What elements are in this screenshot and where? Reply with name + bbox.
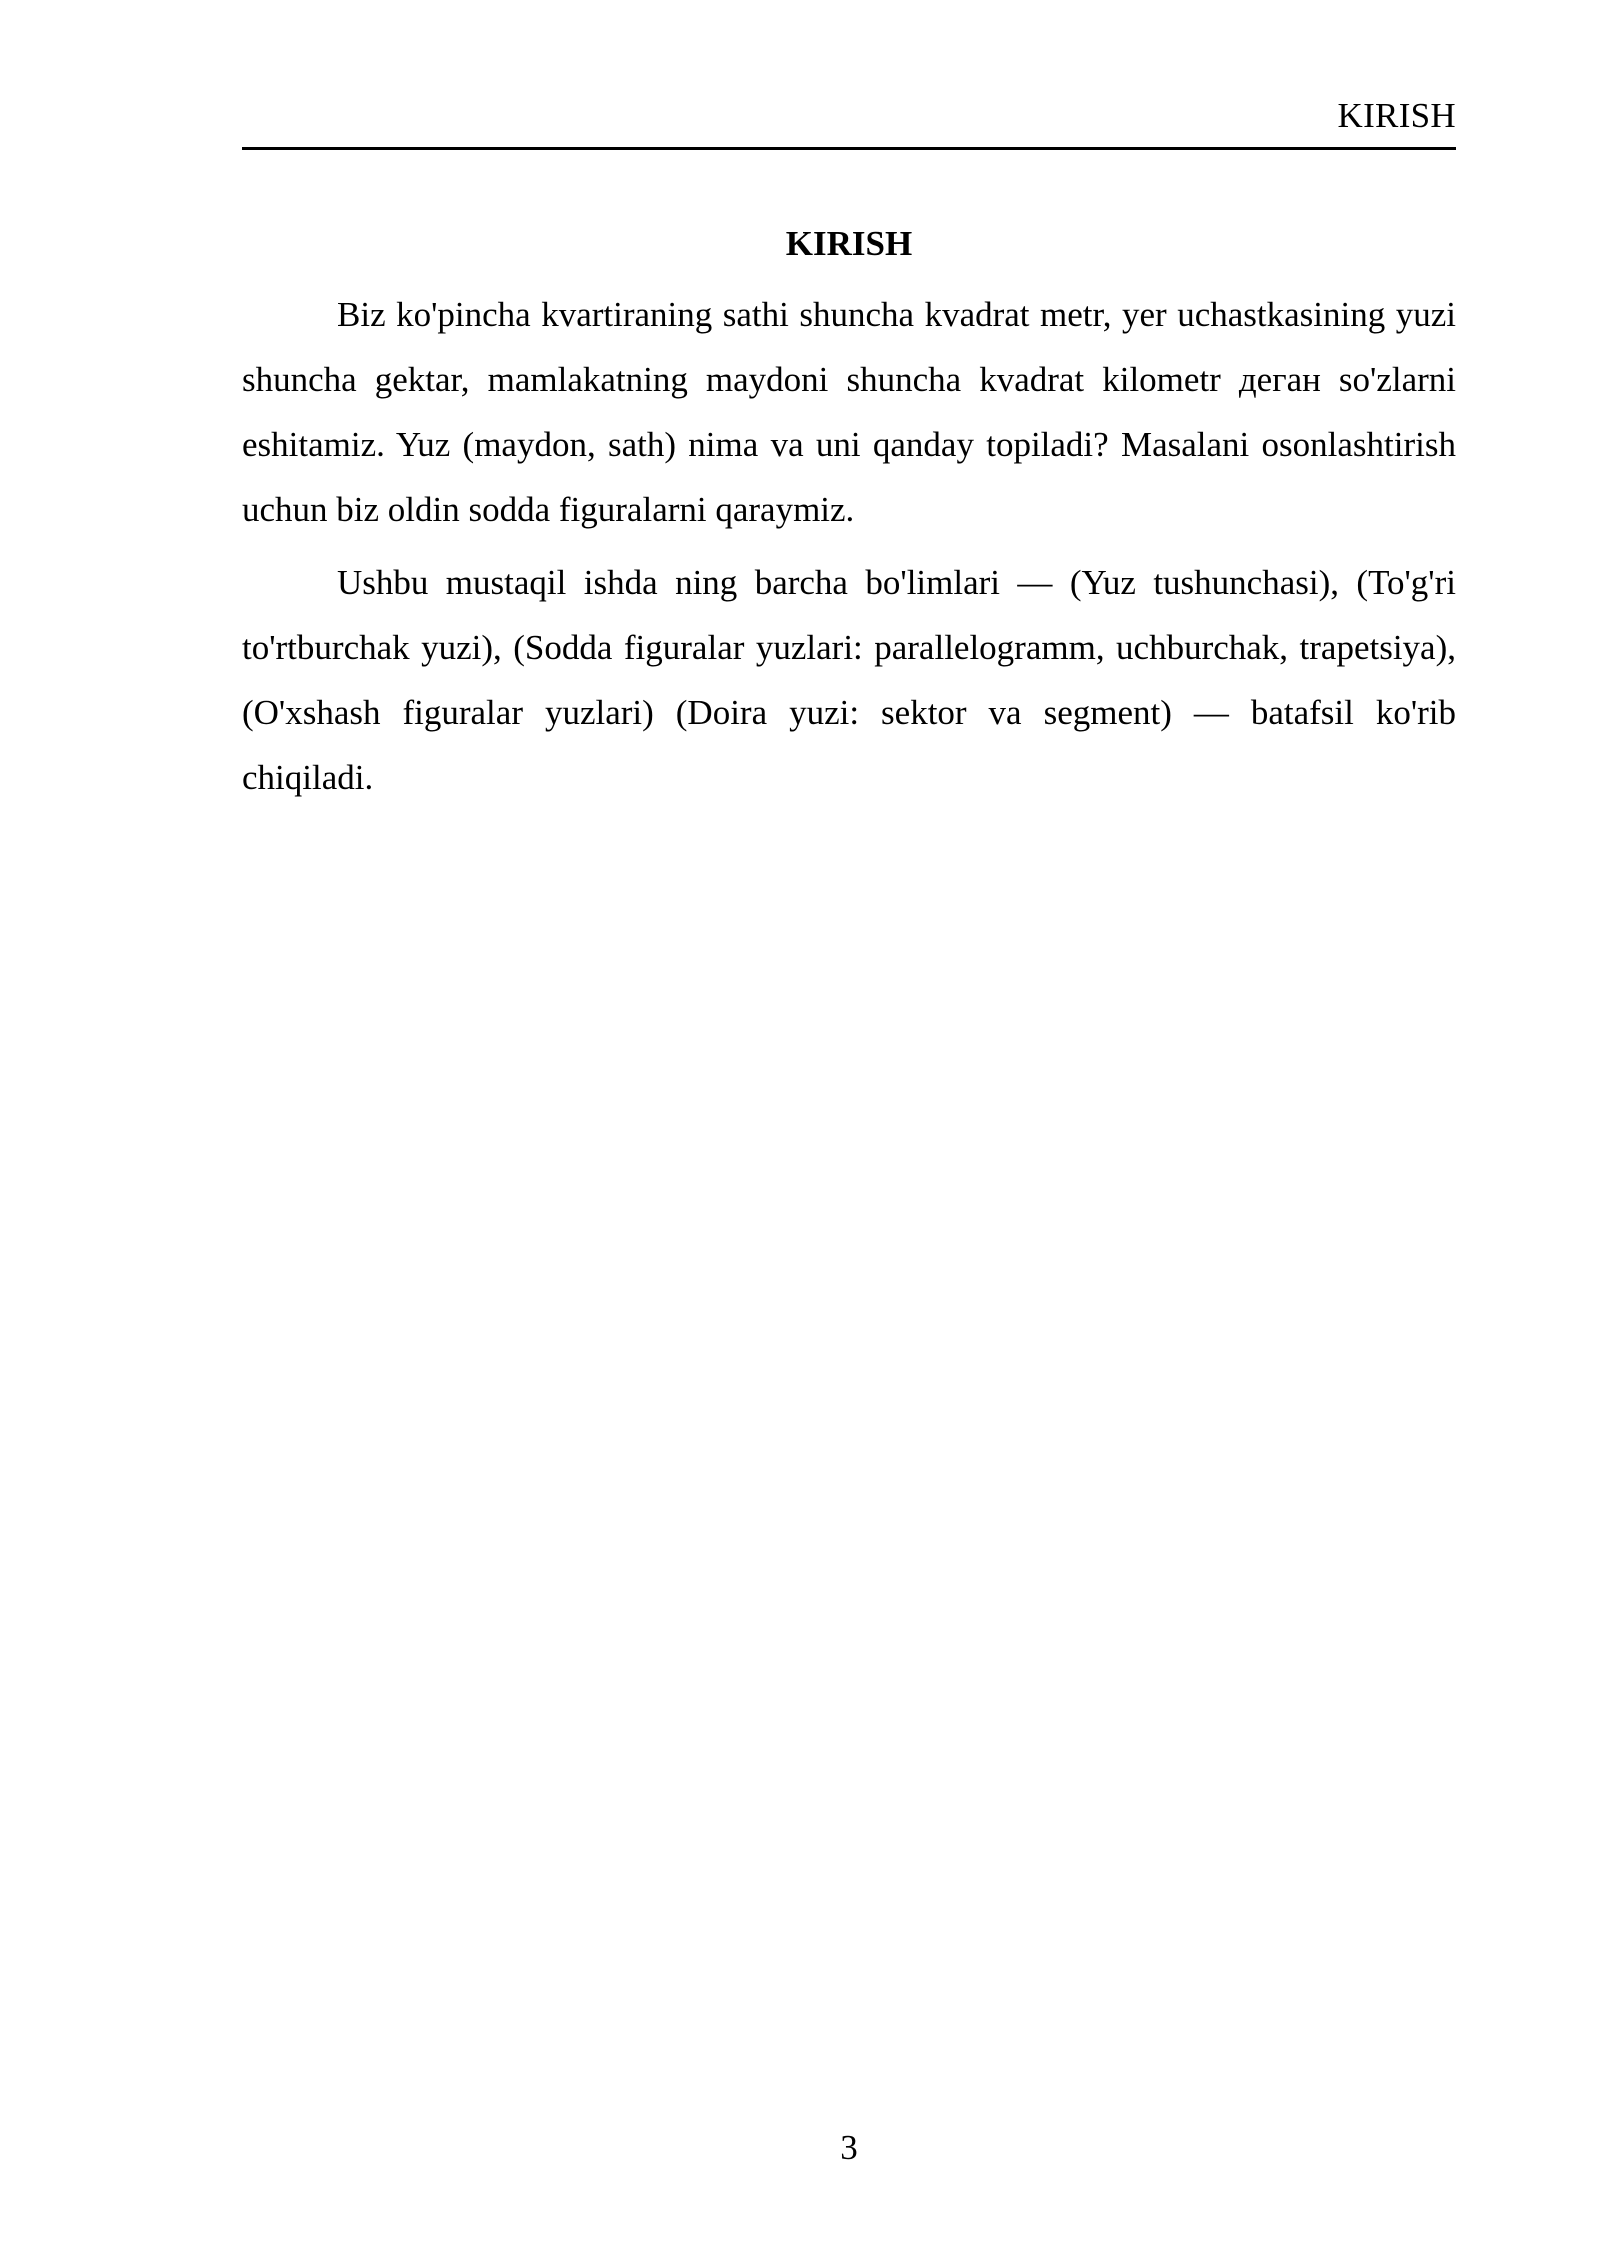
- section-title: KIRISH: [785, 224, 913, 263]
- header-rule: [242, 147, 1456, 150]
- running-header: KIRISH: [1337, 96, 1456, 135]
- intro-paragraph: Biz ko'pincha kvartiraning sathi shuncha kvadrat metr, yer uchastkasining yuzi shuncha gektar, mamlakatning maydoni shuncha kvadrat kilometr деган so'zlarni eshitamiz. Yuz (maydon, sath) nima va uni qanday topiladi? Masalani osonlashtirish uchun biz oldin sodda figuralarni qaraymiz.: [242, 295, 1456, 529]
- overview-paragraph: Ushbu mustaqil ishda ning barcha bo'limlari — (Yuz tushunchasi), (To'g'ri to'rtburchak yuzi), (Sodda figuralar yuzlari: parallelogramm, uchburchak, trapetsiya), (O'xshash figuralar yuzlari) (Doira yuzi: sektor va segment) — batafsil ko'rib chiqiladi.: [242, 563, 1456, 797]
- page-number: 3: [840, 2128, 858, 2167]
- page-content: [242, 218, 1456, 810]
